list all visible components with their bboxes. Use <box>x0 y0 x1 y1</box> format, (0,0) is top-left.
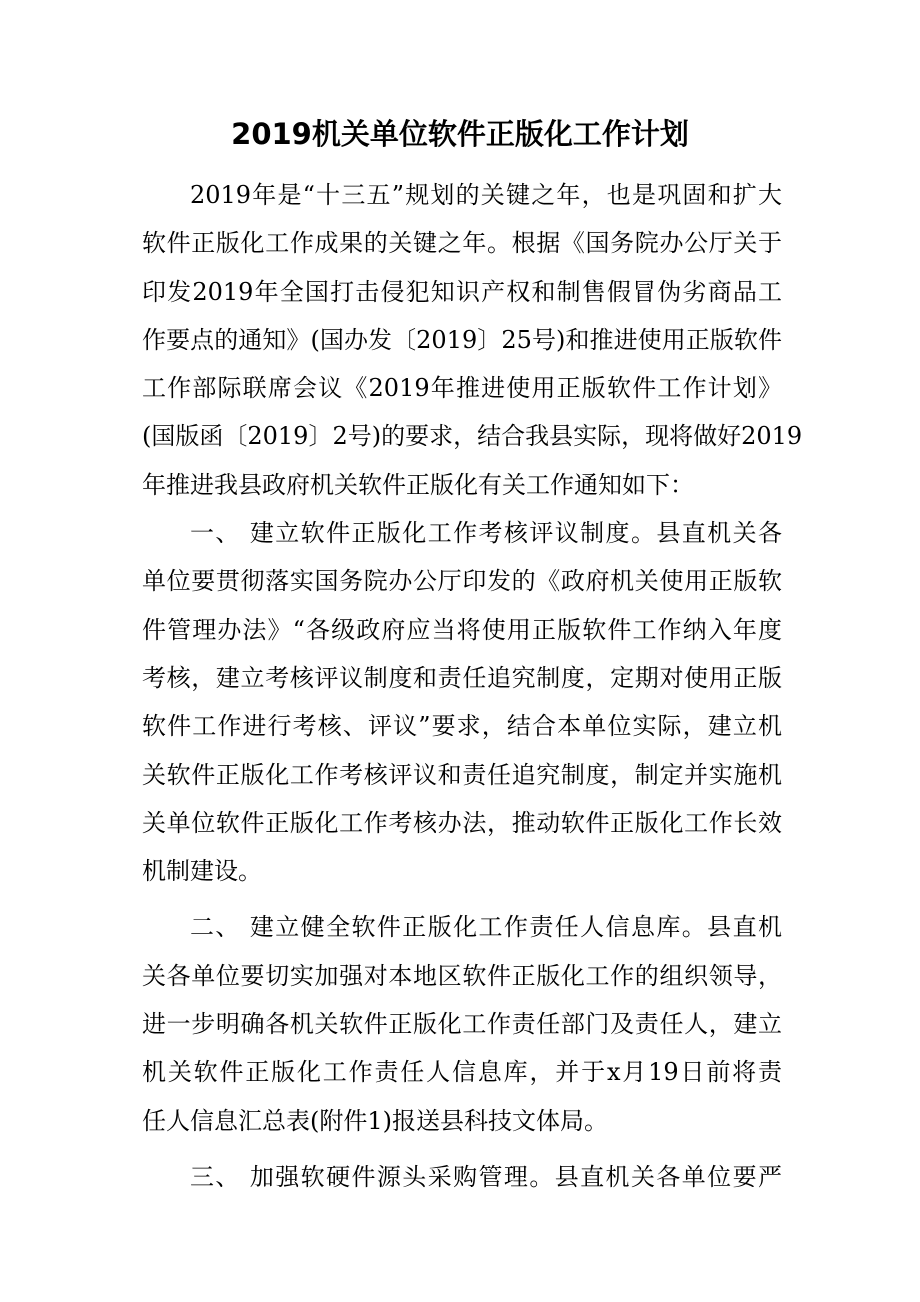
section-two-line: 二、 建立健全软件正版化工作责任人信息库。县直机 <box>190 913 782 942</box>
paragraph-line: 关各单位要切实加强对本地区软件正版化工作的组织领导， <box>142 961 782 990</box>
paragraph-line: 软件正版化工作成果的关键之年。根据《国务院办公厅关于 <box>142 229 782 258</box>
document-body <box>142 171 803 1201</box>
section-one-line: 一、 建立软件正版化工作考核评议制度。县直机关各 <box>190 519 782 548</box>
paragraph-line: 软件工作进行考核、评议”要求，结合本单位实际，建立机 <box>142 712 782 741</box>
paragraph-line: (国版函〔2019〕2号)的要求，结合我县实际，现将做好2019 <box>142 422 803 451</box>
paragraph-line: 机关软件正版化工作责任人信息库，并于x月19日前将责 <box>142 1058 782 1087</box>
section-three-line: 三、 加强软硬件源头采购管理。县直机关各单位要严 <box>190 1162 782 1191</box>
paragraph-line: 关软件正版化工作考核评议和责任追究制度，制定并实施机 <box>142 760 782 789</box>
paragraph-line: 2019年是“十三五”规划的关键之年，也是巩固和扩大 <box>190 181 782 209</box>
paragraph-line: 考核，建立考核评议制度和责任追究制度，定期对使用正版 <box>142 663 782 692</box>
paragraph-line: 进一步明确各机关软件正版化工作责任部门及责任人，建立 <box>142 1010 782 1039</box>
paragraph-line: 件管理办法》“各级政府应当将使用正版软件工作纳入年度 <box>142 615 782 644</box>
paragraph-line: 单位要贯彻落实国务院办公厅印发的《政府机关使用正版软 <box>142 567 782 596</box>
paragraph-line: 任人信息汇总表(附件1)报送县科技文体局。 <box>142 1106 608 1135</box>
paragraph-line: 关单位软件正版化工作考核办法，推动软件正版化工作长效 <box>142 808 782 837</box>
paragraph-line: 作要点的通知》(国办发〔2019〕25号)和推进使用正版软件 <box>142 325 782 354</box>
document-title: 2019机关单位软件正版化工作计划 <box>231 117 689 151</box>
paragraph-line: 年推进我县政府机关软件正版化有关工作通知如下： <box>142 470 694 499</box>
paragraph-line: 机制建设。 <box>142 857 262 886</box>
paragraph-line: 印发2019年全国打击侵犯知识产权和制售假冒伪劣商品工 <box>142 277 782 306</box>
paragraph-line: 工作部际联席会议《2019年推进使用正版软件工作计划》 <box>142 374 782 403</box>
